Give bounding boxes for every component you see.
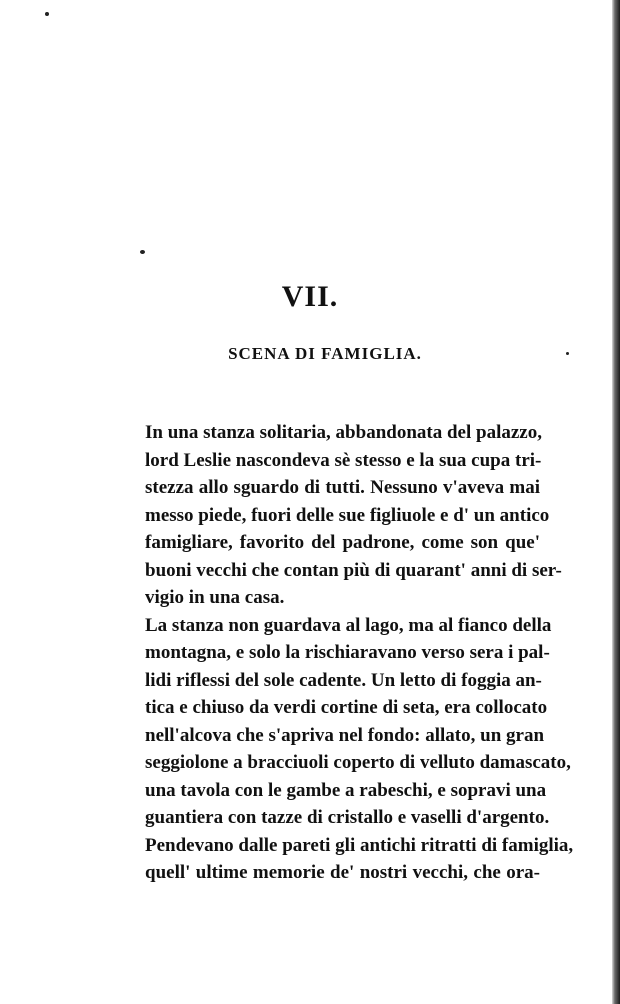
text-line: seggiolone a bracciuoli coperto di velluto damascato, <box>145 752 571 773</box>
text-line: Pendevano dalle pareti gli antichi ritratti di famiglia, <box>145 834 574 856</box>
text-line: nell'alcova che s'apriva nel fondo: allato, un gran <box>145 724 545 746</box>
chapter-number: VII. <box>281 280 339 313</box>
text-line: tica e chiuso da verdi cortine di seta, era collocato <box>145 697 548 718</box>
text-line: famigliare, favorito del padrone, come son que' <box>145 532 540 553</box>
body-text <box>145 419 574 887</box>
text-line: buoni vecchi che contan più di quarant' anni di ser- <box>145 559 562 581</box>
text-line: guantiera con tazze di cristallo e vaselli d'argento. <box>145 807 550 828</box>
text-line: La stanza non guardava al lago, ma al fianco della <box>145 614 552 636</box>
ink-speck <box>45 12 49 16</box>
text-line: una tavola con le gambe a rabeschi, e sopravi una <box>145 779 547 801</box>
text-line: messo piede, fuori delle sue figliuole e d' un antico <box>145 504 550 526</box>
page-binding-edge <box>612 0 620 1004</box>
ink-speck <box>140 250 145 254</box>
text-line: lidi riflessi del sole cadente. Un letto di foggia an- <box>145 669 542 691</box>
chapter-title: SCENA DI FAMIGLIA. <box>228 344 422 363</box>
text-line: montagna, e solo la rischiaravano verso sera i pal- <box>145 642 550 663</box>
text-line: In una stanza solitaria, abbandonata del palazzo, <box>145 422 542 443</box>
text-line: stezza allo sguardo di tutti. Nessuno v'aveva mai <box>145 477 540 498</box>
text-line: lord Leslie nascondeva sè stesso e la sua cupa tri- <box>145 449 542 471</box>
text-line: quell' ultime memorie de' nostri vecchi, che ora- <box>145 862 540 883</box>
text-line: vigio in una casa. <box>145 587 285 608</box>
